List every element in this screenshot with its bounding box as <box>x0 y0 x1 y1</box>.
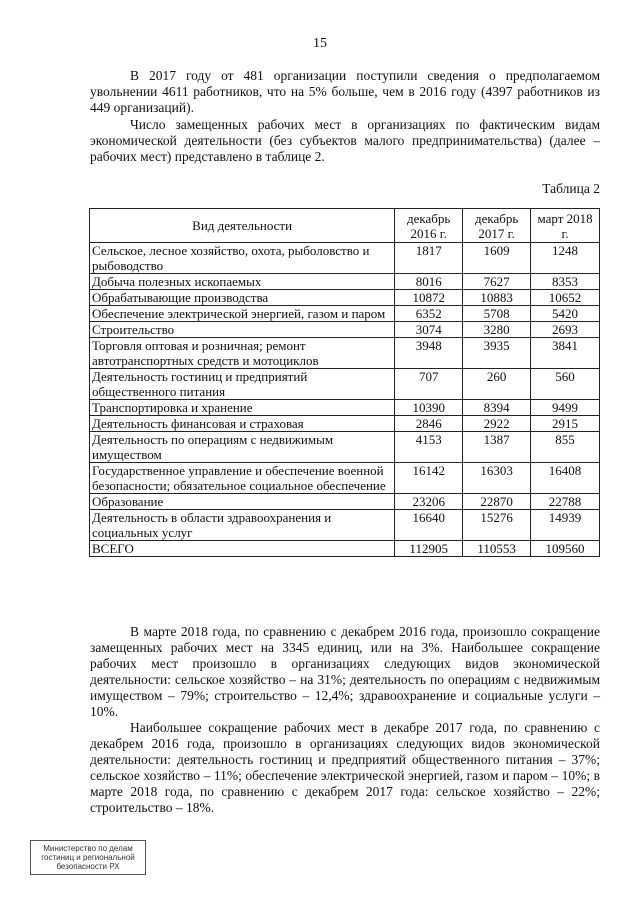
cell-activity: Государственное управление и обеспечение военной безопасности; обязательное социальное обеспечение <box>90 463 395 494</box>
page-number: 15 <box>313 36 327 51</box>
paragraph-table-intro: Число замещенных рабочих мест в организациях по фактическим видам экономической деятельности (без субъектов малого предпринимательства) (далее – рабочих мест) представлено в таблице 2. <box>90 117 600 164</box>
cell-value: 560 <box>531 369 600 400</box>
table-total-row <box>90 541 600 557</box>
cell-value: 3935 <box>463 338 531 369</box>
cell-value: 10390 <box>395 400 463 416</box>
ministry-stamp <box>30 840 146 875</box>
cell-value: 2922 <box>463 416 531 432</box>
cell-value: 5708 <box>463 306 531 322</box>
header-activity: Вид деятельности <box>90 209 395 243</box>
table-row <box>90 243 600 274</box>
cell-value: 10872 <box>395 290 463 306</box>
cell-value: 15276 <box>463 510 531 541</box>
table-row <box>90 463 600 494</box>
cell-value: 7627 <box>463 274 531 290</box>
table-row <box>90 274 600 290</box>
cell-activity: Деятельность гостиниц и предприятий общественного питания <box>90 369 395 400</box>
cell-value: 1387 <box>463 432 531 463</box>
cell-value: 6352 <box>395 306 463 322</box>
cell-activity: Деятельность в области здравоохранения и социальных услуг <box>90 510 395 541</box>
header-dec-2017: декабрь 2017 г. <box>463 209 531 243</box>
cell-value: 10652 <box>531 290 600 306</box>
table-row <box>90 306 600 322</box>
cell-value: 2693 <box>531 322 600 338</box>
cell-value: 22788 <box>531 494 600 510</box>
paragraph-march-2018: В марте 2018 года, по сравнению с декабрем 2016 года, произошло сокращение замещенных рабочих мест на 3345 единиц, или на 3%. Наибольшее сокращение рабочих мест произошло в организациях следующих видов экономической деятельности: сельское хозяйство – на 31%; деятельность по операциям с недвижимым имуществом – 79%; строительство – 12,4%; здравоохранение и социальные услуги – 10%. <box>90 624 600 719</box>
cell-value: 16142 <box>395 463 463 494</box>
stamp-line: Министерство по делам <box>43 844 133 853</box>
cell-value: 3841 <box>531 338 600 369</box>
stamp-line: безопасности РХ <box>56 862 120 871</box>
cell-value: 1609 <box>463 243 531 274</box>
cell-value: 10883 <box>463 290 531 306</box>
cell-value: 4153 <box>395 432 463 463</box>
cell-value: 8353 <box>531 274 600 290</box>
cell-activity: Сельское, лесное хозяйство, охота, рыболовство и рыбоводство <box>90 243 395 274</box>
cell-value: 110553 <box>463 541 531 557</box>
cell-value: 855 <box>531 432 600 463</box>
paragraph-intro: В 2017 году от 481 организации поступили сведения о предполагаемом увольнении 4611 работников, что на 5% больше, чем в 2016 году (4397 работников из 449 организаций). <box>90 68 600 115</box>
cell-value: 109560 <box>531 541 600 557</box>
cell-value: 5420 <box>531 306 600 322</box>
cell-value: 8394 <box>463 400 531 416</box>
cell-activity: ВСЕГО <box>90 541 395 557</box>
cell-activity: Торговля оптовая и розничная; ремонт автотранспортных средств и мотоциклов <box>90 338 395 369</box>
cell-activity: Строительство <box>90 322 395 338</box>
cell-value: 3280 <box>463 322 531 338</box>
cell-activity: Деятельность финансовая и страховая <box>90 416 395 432</box>
cell-value: 8016 <box>395 274 463 290</box>
table-row <box>90 400 600 416</box>
table-row <box>90 510 600 541</box>
cell-activity: Транспортировка и хранение <box>90 400 395 416</box>
cell-activity: Деятельность по операциям с недвижимым имуществом <box>90 432 395 463</box>
cell-value: 3074 <box>395 322 463 338</box>
stamp-line: гостиниц и региональной <box>41 853 135 862</box>
cell-activity: Добыча полезных ископаемых <box>90 274 395 290</box>
cell-value: 1817 <box>395 243 463 274</box>
cell-activity: Образование <box>90 494 395 510</box>
cell-value: 23206 <box>395 494 463 510</box>
cell-activity: Обеспечение электрической энергией, газом и паром <box>90 306 395 322</box>
cell-value: 2846 <box>395 416 463 432</box>
table-row <box>90 322 600 338</box>
jobs-table <box>89 208 600 557</box>
table-row <box>90 432 600 463</box>
table-row <box>90 290 600 306</box>
cell-activity: Обрабатывающие производства <box>90 290 395 306</box>
paragraph-december-2017: Наибольшее сокращение рабочих мест в декабре 2017 года, по сравнению с декабрем 2016 года, произошло в организациях следующих видов экономической деятельности: деятельность гостиниц и предприятий общественного питания – 37%; сельское хозяйство – 11%; обеспечение электрической энергией, газом и паром – 10%; в марте 2018 года, по сравнению с декабрем 2017 года: сельское хозяйство – 22%; строительство – 18%. <box>90 720 600 815</box>
header-dec-2016: декабрь 2016 г. <box>395 209 463 243</box>
table-row <box>90 369 600 400</box>
cell-value: 16408 <box>531 463 600 494</box>
cell-value: 16640 <box>395 510 463 541</box>
table-row <box>90 494 600 510</box>
cell-value: 16303 <box>463 463 531 494</box>
cell-value: 14939 <box>531 510 600 541</box>
cell-value: 2915 <box>531 416 600 432</box>
table-caption: Таблица 2 <box>542 181 600 196</box>
header-mar-2018: март 2018 г. <box>531 209 600 243</box>
table-row <box>90 416 600 432</box>
cell-value: 707 <box>395 369 463 400</box>
cell-value: 260 <box>463 369 531 400</box>
cell-value: 22870 <box>463 494 531 510</box>
cell-value: 9499 <box>531 400 600 416</box>
cell-value: 1248 <box>531 243 600 274</box>
cell-value: 112905 <box>395 541 463 557</box>
cell-value: 3948 <box>395 338 463 369</box>
table-row <box>90 338 600 369</box>
table-header-row <box>90 209 600 243</box>
